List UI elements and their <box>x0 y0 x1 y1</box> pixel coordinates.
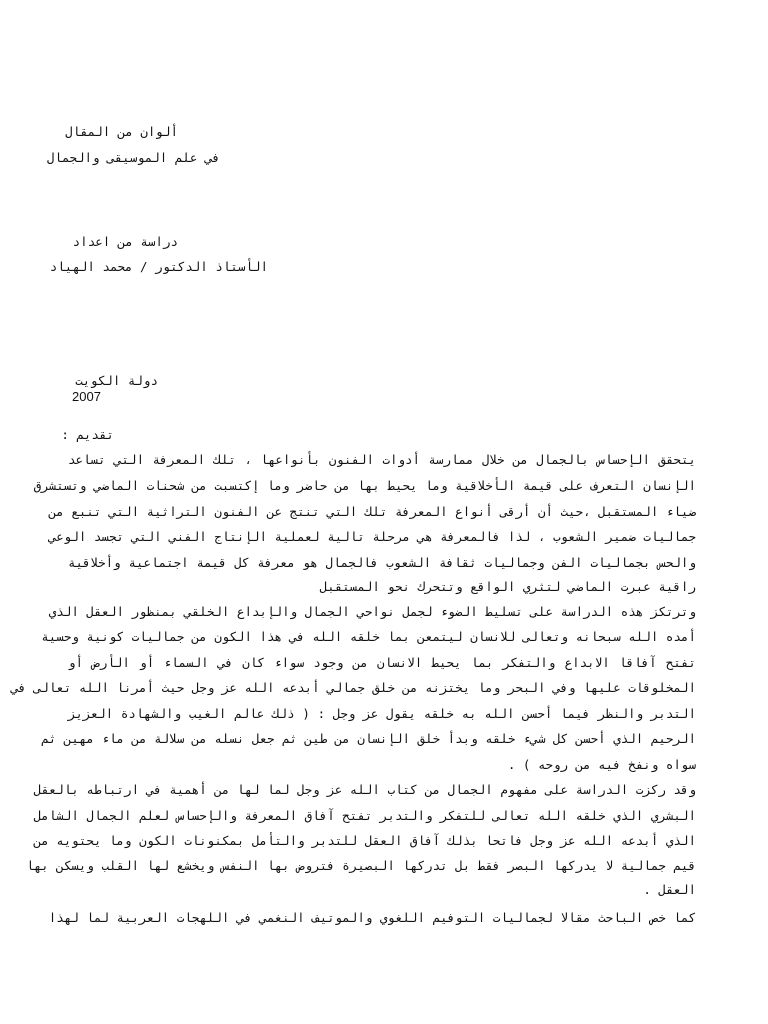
body-line: يتحقق الإحساس بالجمال من خلال ممارسة أدوات الفنون بأنواعها ، تلك المعرفة التي تساعد <box>68 452 696 467</box>
author-line-1: دراسة من اعداد <box>72 234 178 249</box>
body-line: جماليات ضمير الشعوب ، لذا فالمعرفة هي مرحلة تالية لعملية الإنتاج الفني التي تجسد الوعي <box>48 529 696 544</box>
body-line: كما خص الباحث مقالا لجماليات التوفيم اللغوي والموتيف النغمي في اللهجات العربية لما لهذا <box>48 910 696 925</box>
intro-heading: تقديم : <box>61 427 114 442</box>
body-line: العقل . <box>643 882 696 897</box>
body-line: وترتكز هذه الدراسة على تسليط الضوء لجمل نواحي الجمال والإبداع الخلقي بمنظور العقل الذي <box>48 604 696 619</box>
body-line: وقد ركزت الدراسة على مفهوم الجمال من كتاب الله عز وجل لما لها من أهمية في ارتباطه بالعقل <box>33 782 696 797</box>
body-line: التدبر والنظر فيما أحسن الله به خلقه يقول عز وجل : ( ذلك عالم الغيب والشهادة العزيز <box>68 706 696 721</box>
body-line: أمده الله سبحانه وتعالى للانسان ليتمعن بما خلقه الله في هذا الكون من جماليات كونية وحسية <box>41 629 696 644</box>
body-line: تفتح آفاقا الابداع والتفكر بما يحيط الانسان من وجود سواء كان في السماء أو الأرض أو <box>68 655 696 670</box>
body-line: البشري الذي خلقه الله تعالى للتفكر والتدبر تفتح آفاق المعرفة والإحساس لعلم الجمال الشامل <box>33 808 696 823</box>
title-line-1: ألوان من المقال <box>65 124 178 139</box>
body-line: الذي أبدعه الله عز وجل فاتحا بذلك آفاق العقل للتدبر والتأمل بمكنونات الكون وما يحتويه من <box>33 833 696 848</box>
title-line-2: في علم الموسيقى والجمال <box>46 150 220 165</box>
body-line: الرحيم الذي أحسن كل شيء خلقه وبدأ خلق الإنسان من طين ثم جعل نسله من سلالة من ماء مهين ثم <box>41 731 696 746</box>
body-line: ضياء المستقبل ،حيث أن أرقى أنواع المعرفة تلك التي تنتج عن الفنون التراثية التي تنبع من <box>48 504 696 519</box>
author-line-2: الأستاذ الدكتور / محمد الهياد <box>49 259 268 274</box>
body-line: قيم جمالية لا يدركها البصر فقط بل تدركها البصيرة فتروض بها النفس ويخشع لها القلب ويسكن بها <box>26 858 696 873</box>
body-line: والحس بجماليات الفن وجماليات ثقافة الشعوب فالجمال هو معرفة كل قيمة اجتماعية وأخلاقية <box>68 555 696 570</box>
body-line: الإنسان التعرف على قيمة الأخلاقية وما يحيط بها من حاضر وما إكتسبت من شحنات الماضي وتستشرق <box>33 478 696 493</box>
country-name: دولة الكويت <box>75 373 158 388</box>
year: 2007 <box>72 389 101 404</box>
body-line: المخلوقات عليها وفي البحر وما يختزنه من خلق جمالي أبدعه الله عز وجل حيث أمرنا الله تعالى في <box>11 680 696 695</box>
body-line: راقية عبرت الماضي لتثري الواقع وتتحرك نحو المستقبل <box>319 579 696 594</box>
body-line: سواه ونفخ فيه من روحه ) . <box>507 757 696 772</box>
